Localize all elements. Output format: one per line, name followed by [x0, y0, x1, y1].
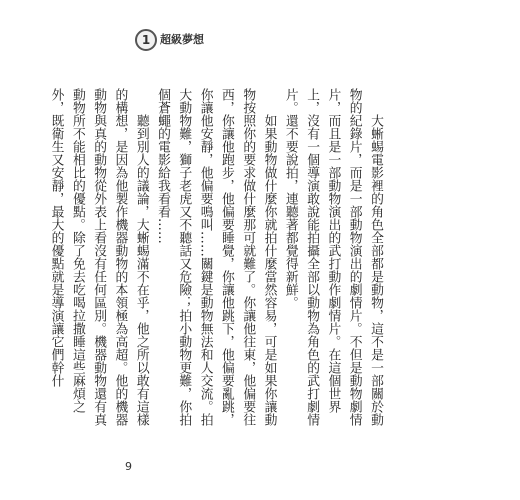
chapter-number-badge: 1 — [135, 29, 157, 51]
paragraph-1: 大蜥蜴電影裡的角色全部都是動物，這不是一部關於動物的紀錄片，而是一部動物演出的劇情片。不但是動物劇情片，而且是一部動物演出的武打動作劇情片。在這個世界上，沒有一個導演敢說能拍攝全部以動物為角色的武打劇情片。還不要說拍，連聽著都覺得新鮮。 — [282, 88, 383, 426]
body-text — [48, 88, 386, 428]
paragraph-3: 聽到別人的議論，大蜥蜴滿不在乎，他之所以敢有這樣的構想，是因為他製作機器動物的本領極為高超。他的機器動物與真的動物從外表上看沒有任何區別。機器動物還有真動物所不能相比的優點。除了免去吃喝拉撒睡這些麻煩之外，既衛生又安靜，最大的優點就是導演讓它們幹什 — [48, 88, 149, 426]
chapter-title: 超級夢想 — [160, 33, 204, 46]
page-number: 9 — [125, 460, 132, 473]
paragraph-2: 如果動物做什麼你就拍什麼當然容易，可是如果你讓動物按照你的要求做什麼那可就難了。你讓他往東，他偏要往西，你讓他跑步，他偏要睡覺，你讓他跳下，他偏要亂跳，你讓他安靜，他偏要鳴叫……關鍵是動物無法和人交流。拍大動物難，獅子老虎又不聽話又危險；拍小動物更難，你拍個蒼蠅的電影給我看看…… — [155, 88, 277, 426]
